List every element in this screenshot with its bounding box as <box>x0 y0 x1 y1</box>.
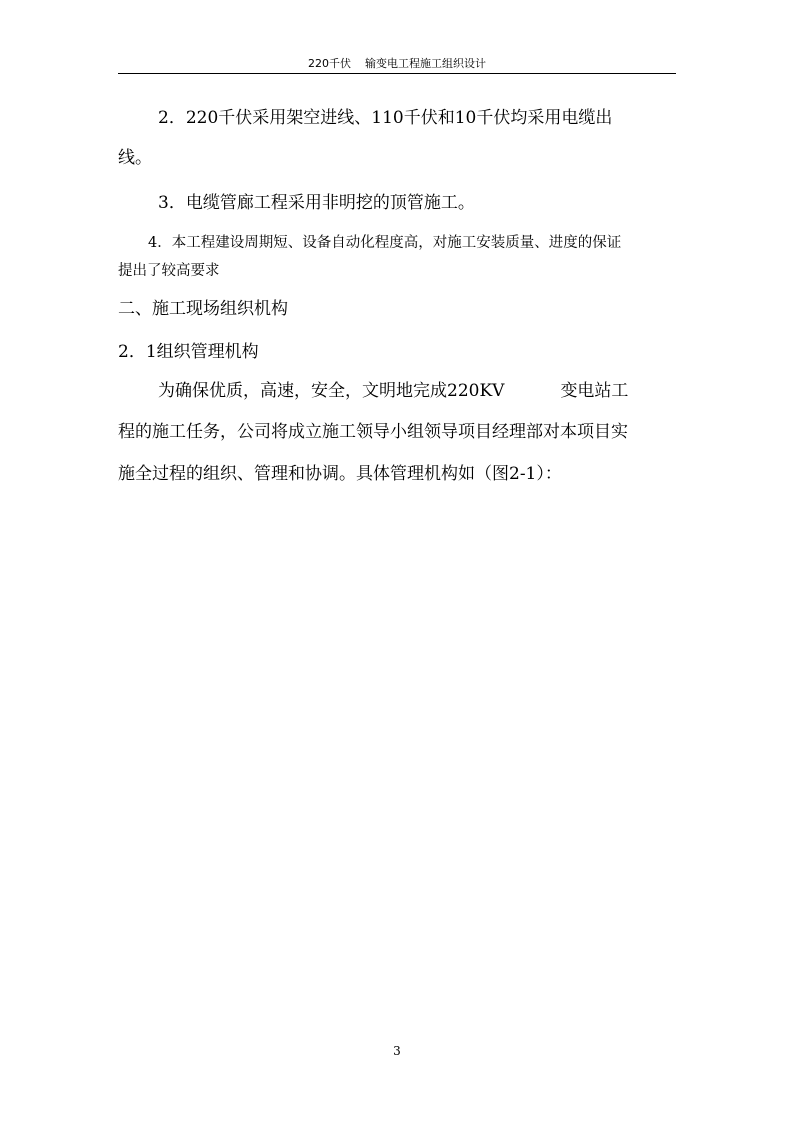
section-heading: 二、施工现场组织机构 <box>118 299 288 319</box>
paragraph-line-1 <box>158 380 628 402</box>
item-2-line-2: 线。 <box>118 148 152 168</box>
page-number: 3 <box>393 1044 401 1058</box>
header-voltage: 220千伏 <box>308 57 351 70</box>
paragraph-line-1-end: 变电站工 <box>560 381 629 401</box>
item-3: 3．电缆管廊工程采用非明挖的顶管施工。 <box>158 193 475 213</box>
paragraph-line-2: 程的施工任务，公司将成立施工领导小组领导项目经理部对本项目实 <box>118 422 628 442</box>
subsection-heading: 2．1组织管理机构 <box>118 342 259 362</box>
item-2-line-1: 2．220千伏采用架空进线、110千伏和10千伏均采用电缆出 <box>158 108 613 128</box>
paragraph-line-3: 施全过程的组织、管理和协调。具体管理机构如（图2-1）： <box>118 464 562 484</box>
paragraph-line-1-start: 为确保优质，高速，安全，文明地完成220KV <box>158 381 505 401</box>
header-divider <box>118 73 676 74</box>
header-document-title: 输变电工程施工组织设计 <box>365 57 486 70</box>
item-4-line-2: 提出了较高要求 <box>118 263 220 279</box>
item-4-line-1: 4．本工程建设周期短、设备自动化程度高，对施工安装质量、进度的保证 <box>148 235 622 251</box>
running-header <box>118 55 676 73</box>
